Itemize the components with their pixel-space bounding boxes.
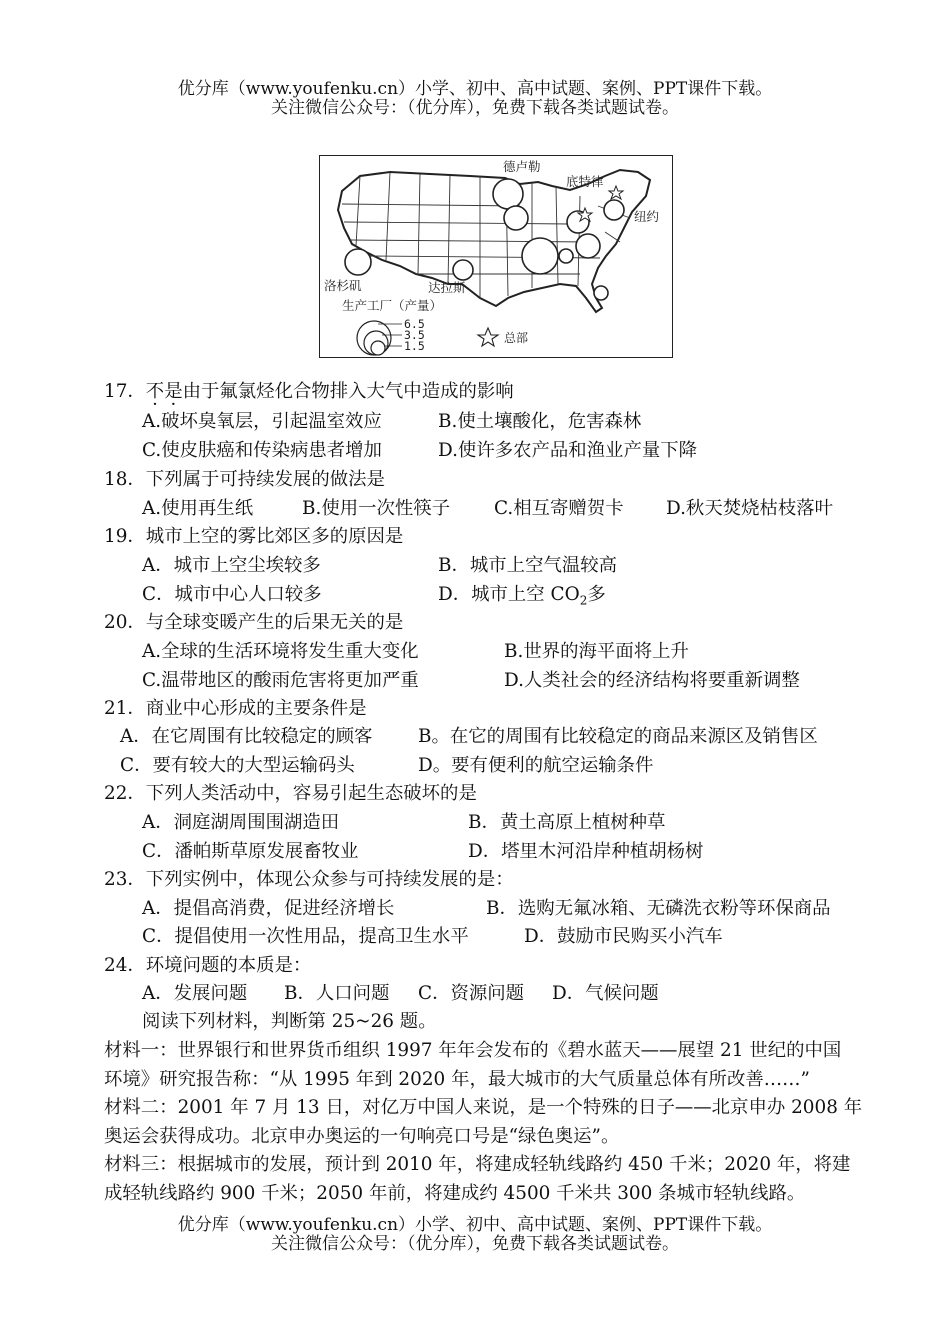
q19-option-d-text: D．城市上空 CO bbox=[438, 584, 580, 605]
q22-stem-text: 下列人类活动中，容易引起生态破坏的是 bbox=[145, 783, 477, 804]
q21-option-d[interactable]: D。要有便利的航空运输条件 bbox=[418, 755, 654, 776]
q17-option-a[interactable]: A.破坏臭氧层，引起温室效应 bbox=[142, 411, 382, 432]
q24-option-c[interactable]: C．资源问题 bbox=[418, 983, 525, 1004]
q24-option-b[interactable]: B．人口问题 bbox=[284, 983, 390, 1004]
q24-stem-text: 环境问题的本质是： bbox=[145, 955, 312, 976]
us-factory-map bbox=[319, 155, 673, 358]
q22-option-d[interactable]: D．塔里木河沿岸种植胡杨树 bbox=[468, 841, 704, 862]
q23-number: 23． bbox=[104, 869, 146, 890]
q18-option-c[interactable]: C.相互寄赠贺卡 bbox=[494, 498, 624, 519]
reading-intro: 阅读下列材料，判断第 25~26 题。 bbox=[142, 1011, 437, 1032]
material-1-line-2: 环境》研究报告称：“从 1995 年到 2020 年，最大城市的大气质量总体有所改善……” bbox=[104, 1069, 810, 1090]
q18-option-d[interactable]: D.秋天焚烧枯枝落叶 bbox=[666, 498, 834, 519]
legend-hq-label: 总部 bbox=[504, 331, 529, 345]
q17-stem-text: 由于氟氯烃化合物排入大气中造成的影响 bbox=[182, 381, 514, 402]
q23-option-d[interactable]: D．鼓励市民购买小汽车 bbox=[524, 926, 723, 947]
footer-line-1: 优分库（www.youfenku.cn）小学、初中、高中试题、案例、PPT课件下载。 bbox=[177, 1215, 773, 1235]
q17-emph-2: 是 bbox=[164, 381, 183, 402]
factory-circle bbox=[594, 286, 608, 300]
factory-circle bbox=[559, 249, 573, 263]
page-footer bbox=[0, 1216, 950, 1254]
q22-option-b[interactable]: B．黄土高原上植树种草 bbox=[468, 812, 666, 833]
q18-stem-text: 下列属于可持续发展的做法是 bbox=[145, 469, 385, 490]
q20-stem bbox=[104, 611, 403, 635]
legend-value-65: 6.5 bbox=[404, 317, 425, 331]
q22-option-a[interactable]: A．洞庭湖周围围湖造田 bbox=[142, 812, 340, 833]
q24-option-a[interactable]: A．发展问题 bbox=[142, 983, 248, 1004]
q17-number: 17． bbox=[104, 381, 146, 402]
q17-emph-1: 不 bbox=[145, 381, 165, 402]
label-detroit: 底特律 bbox=[566, 174, 604, 189]
hq-star-icon bbox=[609, 186, 623, 199]
q22-number: 22． bbox=[104, 783, 146, 804]
material-1-line-1: 材料一：世界银行和世界货币组织 1997 年年会发布的《碧水蓝天——展望 21 世纪的中国 bbox=[104, 1040, 842, 1061]
material-3-line-1: 材料三：根据城市的发展，预计到 2010 年，将建成轻轨线路约 450 千米；2020 年，将建 bbox=[104, 1154, 851, 1175]
legend-title: 生产工厂（产量） bbox=[342, 298, 443, 313]
q18-option-b[interactable]: B.使用一次性筷子 bbox=[302, 498, 451, 519]
q23-option-c[interactable]: C．提倡使用一次性用品，提高卫生水平 bbox=[142, 926, 469, 947]
q24-option-d[interactable]: D．气候问题 bbox=[552, 983, 659, 1004]
material-3-line-2: 成轻轨线路约 900 千米；2050 年前，将建成约 4500 千米共 300 条城市轻轨线路。 bbox=[104, 1183, 806, 1204]
q19-option-b[interactable]: B．城市上空气温较高 bbox=[438, 555, 618, 576]
q23-option-a[interactable]: A．提倡高消费，促进经济增长 bbox=[142, 898, 395, 919]
factory-circle bbox=[453, 260, 473, 280]
q19-option-d-suffix: 多 bbox=[587, 584, 606, 605]
q18-number: 18． bbox=[104, 469, 146, 490]
legend-circles bbox=[357, 321, 391, 355]
material-2-line-2: 奥运会获得成功。北京申办奥运的一句响亮口号是“绿色奥运”。 bbox=[104, 1126, 620, 1147]
q20-option-c[interactable]: C.温带地区的酸雨危害将更加严重 bbox=[142, 670, 419, 691]
q24-number: 24． bbox=[104, 955, 146, 976]
q18-option-a[interactable]: A.使用再生纸 bbox=[142, 498, 254, 519]
q21-stem-text: 商业中心形成的主要条件是 bbox=[145, 698, 367, 719]
q20-option-b[interactable]: B.世界的海平面将上升 bbox=[504, 641, 689, 662]
q22-option-c[interactable]: C．潘帕斯草原发展畜牧业 bbox=[142, 841, 359, 862]
label-newyork: 纽约 bbox=[634, 209, 660, 224]
q19-option-d[interactable] bbox=[438, 583, 606, 613]
q21-stem bbox=[104, 697, 367, 721]
factory-circle bbox=[493, 179, 523, 209]
q18-stem bbox=[104, 468, 385, 492]
q19-option-c[interactable]: C．城市中心人口较多 bbox=[142, 584, 322, 605]
q19-stem bbox=[104, 525, 403, 549]
legend-circle-small bbox=[371, 341, 385, 355]
q22-stem bbox=[104, 782, 477, 806]
q19-option-a[interactable]: A．城市上空尘埃较多 bbox=[142, 555, 321, 576]
label-dallas: 达拉斯 bbox=[428, 280, 466, 295]
q17-option-c[interactable]: C.使皮肤癌和传染病患者增加 bbox=[142, 440, 382, 461]
q19-stem-text: 城市上空的雾比郊区多的原因是 bbox=[145, 526, 404, 547]
footer-line-2: 关注微信公众号：（优分库），免费下载各类试题试卷。 bbox=[271, 1234, 679, 1254]
q23-option-b[interactable]: B．选购无氟冰箱、无磷洗衣粉等环保商品 bbox=[486, 898, 831, 919]
material-2-line-1: 材料二：2001 年 7 月 13 日，对亿万中国人来说，是一个特殊的日子——北京申办 2008 年 bbox=[104, 1097, 863, 1118]
legend-value-15: 1.5 bbox=[404, 339, 425, 353]
q19-number: 19． bbox=[104, 526, 146, 547]
q20-number: 20． bbox=[104, 612, 146, 633]
q21-option-c[interactable]: C．要有较大的大型运输码头 bbox=[120, 755, 355, 776]
header-line-2: 关注微信公众号：（优分库），免费下载各类试题试卷。 bbox=[271, 98, 679, 118]
q17-stem bbox=[104, 380, 514, 404]
q21-option-a[interactable]: A．在它周围有比较稳定的顾客 bbox=[120, 726, 373, 747]
header-line-1: 优分库（www.youfenku.cn）小学、初中、高中试题、案例、PPT课件下载。 bbox=[177, 79, 773, 99]
q21-option-b[interactable]: B。在它的周围有比较稳定的商品来源区及销售区 bbox=[418, 726, 818, 747]
q23-stem bbox=[104, 868, 514, 892]
q20-option-d[interactable]: D.人类社会的经济结构将要重新调整 bbox=[504, 670, 800, 691]
factory-circle bbox=[522, 238, 558, 274]
q20-stem-text: 与全球变暖产生的后果无关的是 bbox=[145, 612, 404, 633]
legend-star-icon bbox=[478, 328, 498, 346]
q20-option-a[interactable]: A.全球的生活环境将发生重大变化 bbox=[142, 641, 419, 662]
q23-stem-text: 下列实例中，体现公众参与可持续发展的是： bbox=[145, 869, 514, 890]
factory-circle bbox=[576, 234, 600, 258]
label-losangeles: 洛杉矶 bbox=[324, 278, 362, 293]
factory-circle bbox=[345, 249, 371, 275]
factory-circle bbox=[604, 200, 624, 220]
us-map-svg bbox=[320, 156, 672, 357]
page-header bbox=[0, 80, 950, 118]
factory-circle bbox=[504, 206, 528, 230]
q19-option-d-subscript: 2 bbox=[579, 593, 588, 608]
q24-stem bbox=[104, 954, 311, 978]
q17-option-b[interactable]: B.使土壤酸化，危害森林 bbox=[438, 411, 642, 432]
q17-option-d[interactable]: D.使许多农产品和渔业产量下降 bbox=[438, 440, 698, 461]
legend-value-35: 3.5 bbox=[404, 328, 425, 342]
q21-number: 21． bbox=[104, 698, 146, 719]
label-delule: 德卢勒 bbox=[503, 159, 541, 174]
